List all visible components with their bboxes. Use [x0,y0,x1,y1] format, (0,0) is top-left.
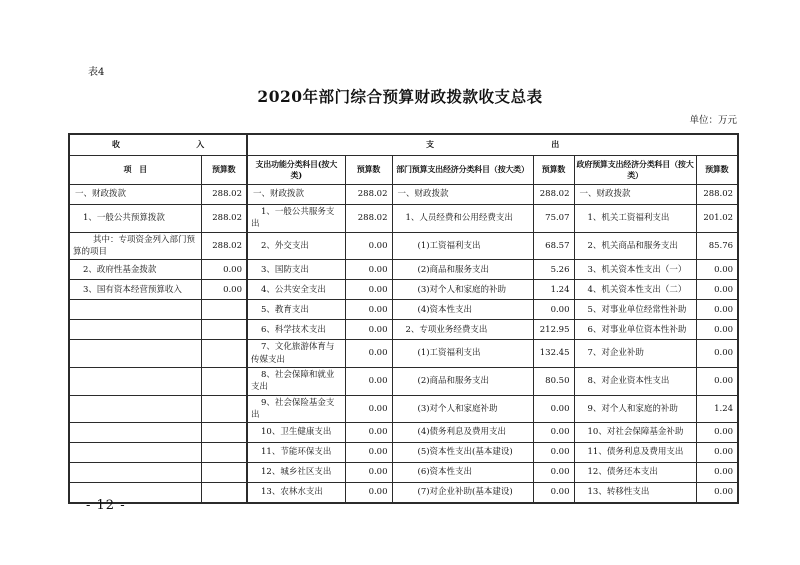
item-cell: 8、对企业资本性支出 [574,367,696,395]
item-cell: 13、转移性支出 [574,483,696,504]
table-row [69,320,738,340]
item-cell: (3)对个人和家庭补助 [392,395,533,423]
value-cell: 0.00 [696,280,738,300]
item-cell: 3、国防支出 [247,260,345,280]
value-cell [201,320,247,340]
value-cell [201,483,247,504]
budget-table [68,133,739,504]
item-cell [69,367,201,395]
item-cell: 1、机关工资福利支出 [574,205,696,233]
table-label: 表4 [88,67,105,78]
item-cell [69,395,201,423]
item-cell: 1、一般公共预算拨款 [69,205,201,233]
item-cell: 4、公共安全支出 [247,280,345,300]
col-header-gov-econ-class: 政府预算支出经济分类科目（按大类） [574,156,696,185]
value-cell: 0.00 [696,443,738,463]
item-cell: 11、债务利息及费用支出 [574,443,696,463]
value-cell: 0.00 [345,260,392,280]
item-cell [69,340,201,368]
table-row [69,300,738,320]
value-cell [201,395,247,423]
item-cell: (2)商品和服务支出 [392,260,533,280]
value-cell: 1.24 [533,280,574,300]
item-cell: 10、卫生健康支出 [247,423,345,443]
table-row [69,232,738,260]
item-cell: 8、社会保障和就业支出 [247,367,345,395]
item-cell: (6)资本性支出 [392,463,533,483]
value-cell: 0.00 [345,340,392,368]
value-cell: 0.00 [696,367,738,395]
value-cell [201,367,247,395]
item-cell: 其中：专项资金列入部门预算的项目 [69,232,201,260]
item-cell [69,443,201,463]
table-row [69,423,738,443]
table-row [69,340,738,368]
item-cell: 2、外交支出 [247,232,345,260]
value-cell: 288.02 [345,185,392,205]
table-row [69,280,738,300]
value-cell: 0.00 [345,300,392,320]
value-cell: 68.57 [533,232,574,260]
item-cell [69,320,201,340]
value-cell: 0.00 [696,483,738,504]
item-cell: 12、城乡社区支出 [247,463,345,483]
income-group-header: 收 入 [69,134,247,156]
item-cell: 1、一般公共服务支出 [247,205,345,233]
item-cell: 12、债务还本支出 [574,463,696,483]
item-cell: 一、财政拨款 [69,185,201,205]
item-cell: (2)商品和服务支出 [392,367,533,395]
value-cell: 288.02 [696,185,738,205]
table-row [69,443,738,463]
item-cell: 3、机关资本性支出（一） [574,260,696,280]
item-cell: 一、财政拨款 [392,185,533,205]
item-cell: 2、专项业务经费支出 [392,320,533,340]
value-cell: 0.00 [201,260,247,280]
item-cell: 5、对事业单位经常性补助 [574,300,696,320]
table-row [69,483,738,504]
table-head [69,134,738,185]
item-cell: 10、对社会保障基金补助 [574,423,696,443]
value-cell: 0.00 [533,483,574,504]
item-cell: 3、国有资本经营预算收入 [69,280,201,300]
value-cell: 0.00 [345,395,392,423]
value-cell: 0.00 [696,463,738,483]
item-cell [69,300,201,320]
col-header-dept-econ-class: 部门预算支出经济分类科目（按大类） [392,156,533,185]
value-cell: 0.00 [345,423,392,443]
value-cell: 0.00 [345,280,392,300]
col-header-budget-2: 预算数 [345,156,392,185]
item-cell: 7、对企业补助 [574,340,696,368]
item-cell: 9、对个人和家庭的补助 [574,395,696,423]
col-header-function-class: 支出功能分类科目(按大类) [247,156,345,185]
col-header-budget-1: 预算数 [201,156,247,185]
value-cell: 288.02 [201,185,247,205]
table-row [69,463,738,483]
value-cell: 80.50 [533,367,574,395]
value-cell: 0.00 [345,463,392,483]
value-cell [201,300,247,320]
value-cell [201,340,247,368]
value-cell: 288.02 [201,232,247,260]
item-cell: 7、文化旅游体育与传媒支出 [247,340,345,368]
col-header-item: 项 目 [69,156,201,185]
group-header-row [69,134,738,156]
value-cell: 75.07 [533,205,574,233]
table-row [69,205,738,233]
item-cell: 4、机关资本性支出（二） [574,280,696,300]
table-row [69,185,738,205]
item-cell: 11、节能环保支出 [247,443,345,463]
value-cell: 0.00 [696,320,738,340]
item-cell: 6、对事业单位资本性补助 [574,320,696,340]
item-cell: 一、财政拨款 [574,185,696,205]
col-header-budget-4: 预算数 [696,156,738,185]
item-cell: 6、科学技术支出 [247,320,345,340]
item-cell: (3)对个人和家庭的补助 [392,280,533,300]
value-cell: 212.95 [533,320,574,340]
value-cell: 85.76 [696,232,738,260]
page-number: - 12 - [86,498,126,513]
item-cell: (1)工资福利支出 [392,232,533,260]
value-cell: 0.00 [696,423,738,443]
expenditure-group-header: 支 出 [247,134,738,156]
item-cell: 2、机关商品和服务支出 [574,232,696,260]
item-cell [69,463,201,483]
item-cell: 一、财政拨款 [247,185,345,205]
item-cell: (5)资本性支出(基本建设) [392,443,533,463]
col-header-budget-3: 预算数 [533,156,574,185]
value-cell: 5.26 [533,260,574,280]
value-cell: 0.00 [345,367,392,395]
value-cell: 0.00 [533,463,574,483]
value-cell: 0.00 [345,483,392,504]
item-cell [69,423,201,443]
value-cell: 288.02 [533,185,574,205]
value-cell [201,443,247,463]
value-cell [201,423,247,443]
value-cell: 0.00 [696,340,738,368]
item-cell: (7)对企业补助(基本建设) [392,483,533,504]
value-cell: 0.00 [696,300,738,320]
item-cell: (4)资本性支出 [392,300,533,320]
item-cell: (4)债务利息及费用支出 [392,423,533,443]
table-row [69,260,738,280]
item-cell: 5、教育支出 [247,300,345,320]
value-cell: 132.45 [533,340,574,368]
item-cell: 9、社会保险基金支出 [247,395,345,423]
value-cell: 0.00 [696,260,738,280]
value-cell: 1.24 [696,395,738,423]
item-cell: 1、人员经费和公用经费支出 [392,205,533,233]
unit-note: 单位：万元 [689,115,737,126]
value-cell: 0.00 [533,423,574,443]
value-cell: 0.00 [345,232,392,260]
value-cell: 288.02 [345,205,392,233]
item-cell: 13、农林水支出 [247,483,345,504]
table-row [69,367,738,395]
value-cell: 0.00 [345,443,392,463]
value-cell: 0.00 [201,280,247,300]
value-cell: 0.00 [533,300,574,320]
page-title: 2020年部门综合预算财政拨款收支总表 [257,87,543,106]
value-cell [201,463,247,483]
table-body [69,185,738,504]
item-cell: (1)工资福利支出 [392,340,533,368]
table-row [69,395,738,423]
value-cell: 201.02 [696,205,738,233]
value-cell: 0.00 [533,395,574,423]
value-cell: 0.00 [533,443,574,463]
value-cell: 288.02 [201,205,247,233]
item-cell: 2、政府性基金拨款 [69,260,201,280]
column-header-row [69,156,738,185]
value-cell: 0.00 [345,320,392,340]
